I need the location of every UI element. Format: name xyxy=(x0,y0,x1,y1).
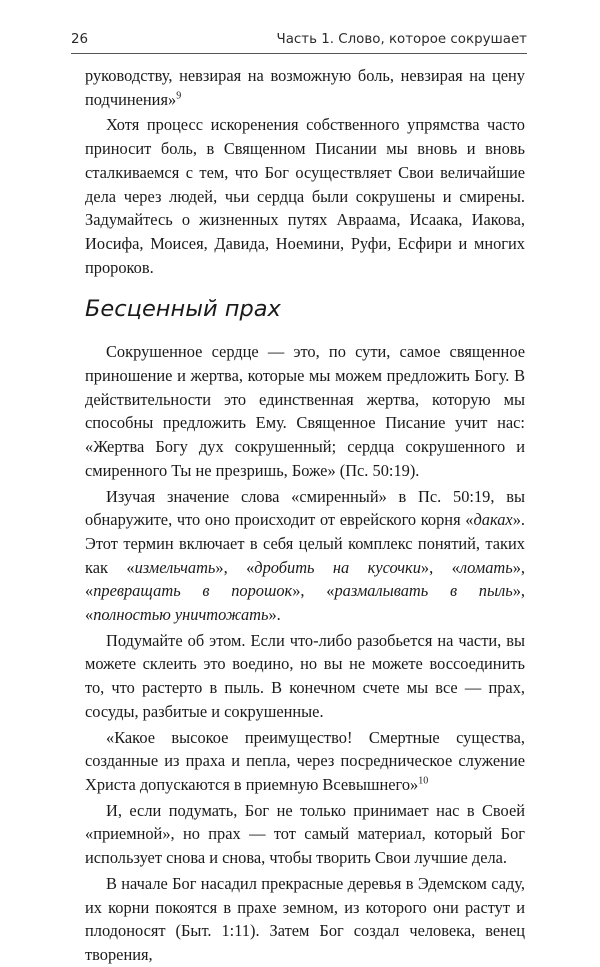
body-text xyxy=(85,64,525,967)
header-rule xyxy=(71,53,527,54)
paragraph: И, если подумать, Бог не только принимает нас в Своей «приемной», но прах — тот самый материал, который Бог использует снова и снова, чтобы творить Свои лучшие дела. xyxy=(85,800,525,868)
emphasis: ломать xyxy=(459,557,513,577)
paragraph: Хотя процесс искоренения собственного упрямства часто приносит боль, в Священном Писании мы вновь и вновь сталкиваемся с тем, что Бог осуществляет Свои величайшие дела через людей, чьи сердца были сокрушены и смирены. Задумайтесь о жизненных путях Авраама, Исаака, Иакова, Иосифа, Моисея, Давида, Ноемини, Руфи, Есфири и многих пророков. xyxy=(85,115,525,277)
footnote-ref[interactable]: 10 xyxy=(418,775,429,787)
page-number: 26 xyxy=(71,32,89,47)
running-title: Часть 1. Слово, которое сокрушает xyxy=(276,32,527,47)
emphasis: превращать в порошок xyxy=(93,581,293,601)
emphasis: измельчать xyxy=(134,557,216,577)
paragraph-continued: руководству, невзирая на возможную боль, невзирая на цену подчинения»$^9$ xyxy=(85,66,525,109)
paragraph: Изучая значение слова «смиренный» в Пс. 50:19, вы обнаружите, что оно происходит от еврейского корня «даках». Этот термин включает в себя целый комплекс понятий, таких как «измельчать», «дробить на кусочки», «ломать», «превращать в порошок», «размалывать в пыль», «полностью уничтожать». xyxy=(85,486,525,625)
running-header xyxy=(71,32,527,47)
emphasis: дробить на кусочки xyxy=(254,557,421,577)
emphasis: даках xyxy=(473,510,513,530)
paragraph: Подумайте об этом. Если что-либо разобьется на части, вы можете склеить это воедино, но вы не можете воссоединить то, что растерто в пыль. В конечном счете мы все — прах, сосуды, разбитые и сокрушенные. xyxy=(85,630,525,721)
quote-paragraph: «Какое высокое преимущество! Смертные существа, созданные из праха и пепла, через посредническое служение Христа допускаются в приемную Всевышнего»$^{10}$ xyxy=(85,727,525,794)
footnote-ref[interactable]: 9 xyxy=(176,90,182,102)
emphasis: полностью уничтожать xyxy=(93,605,269,625)
paragraph: Сокрушенное сердце — это, по сути, самое священное приношение и жертва, которые мы можем предложить Богу. В действительности это единственная жертва, которую мы способны предложить Ему. Священное Писание учит нас: «Жертва Богу дух сокрушенный; сердца сокрушенного и смиренного Ты не презришь, Боже» (Пс. 50:19). xyxy=(85,342,525,480)
emphasis: размалывать в пыль xyxy=(334,581,513,601)
section-heading: Бесценный прах xyxy=(85,296,281,323)
paragraph: В начале Бог насадил прекрасные деревья в Эдемском саду, их корни покоятся в прахе земном, из которого они растут и плодоносят (Быт. 1:11). Затем Бог создал человека, венец творения, xyxy=(85,873,525,964)
